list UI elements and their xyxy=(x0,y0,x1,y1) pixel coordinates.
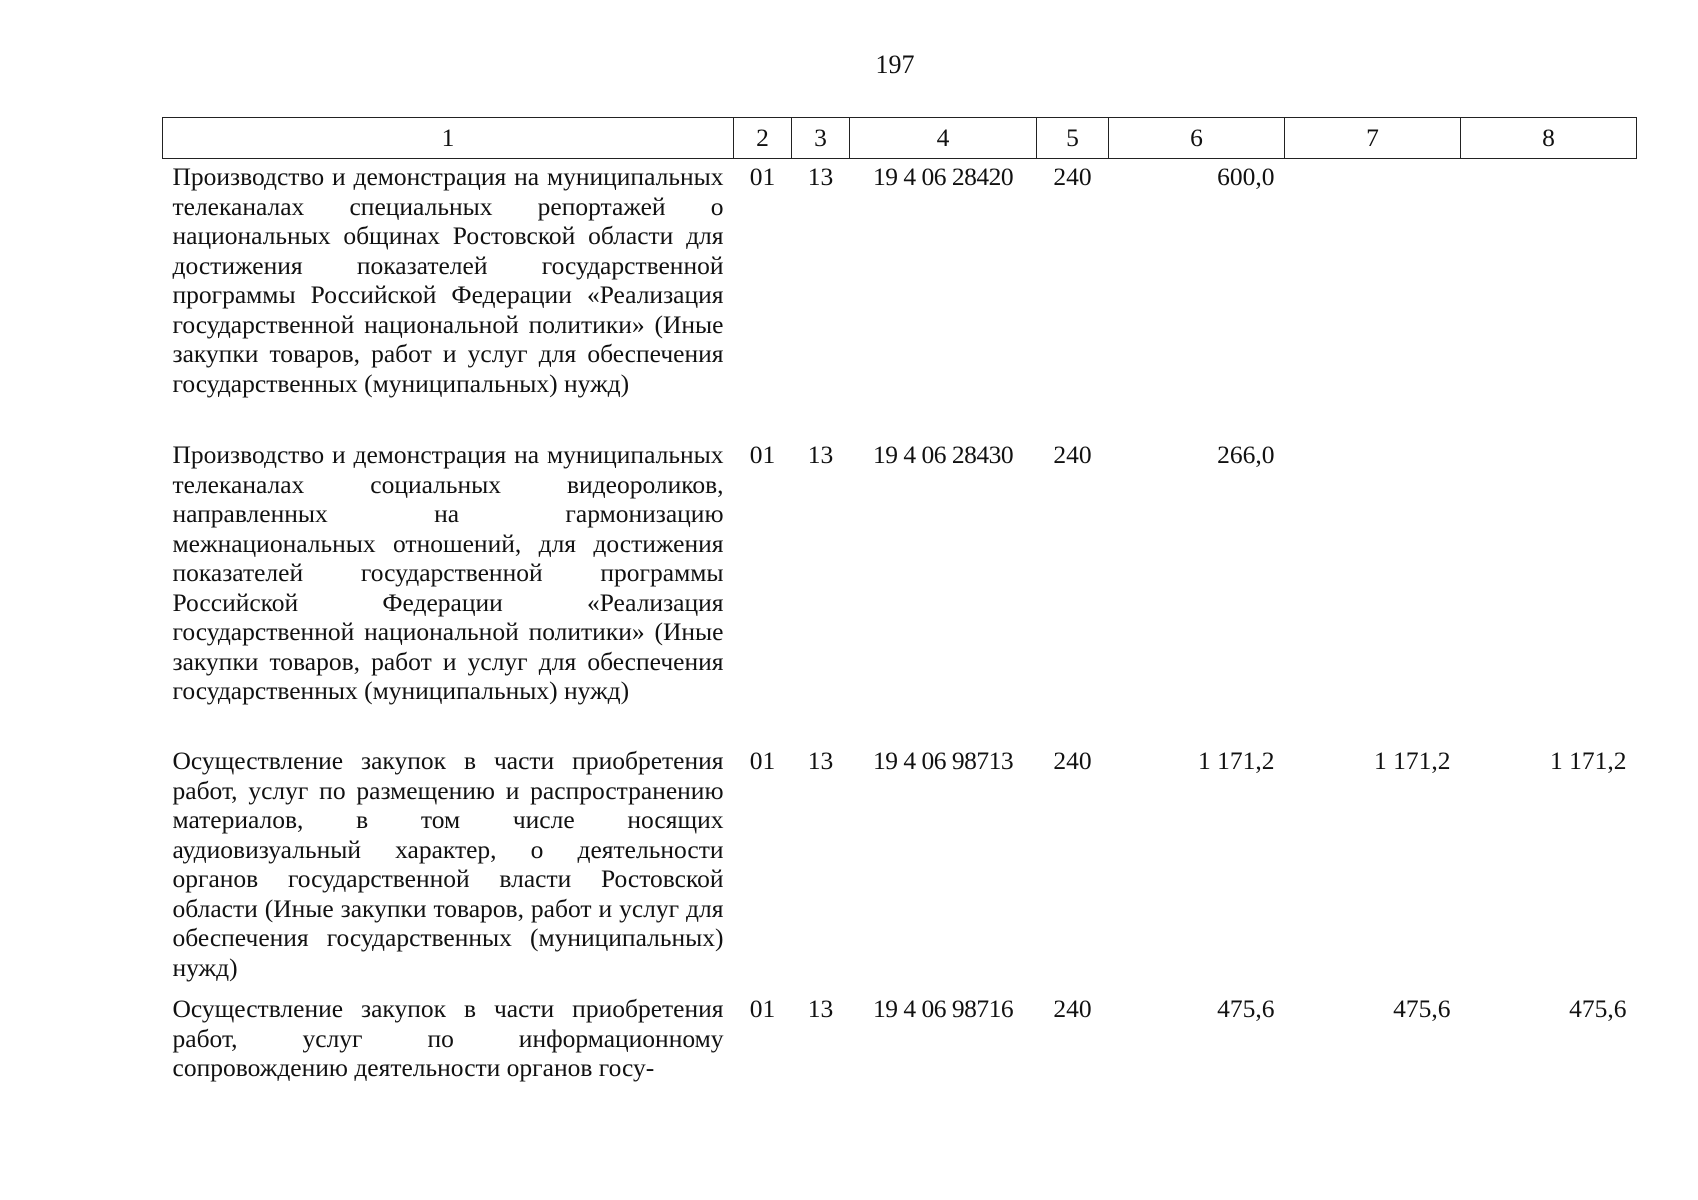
row-description: Производство и демонстрация на муниципальных телеканалах специальных репортажей о национальных общинах Ростовской области для достижения показателей государственной программы Российской Федерации «Реализация государственной национальной политики» (Иные закупки товаров, работ и услуг для обеспечения государственных (муниципальных) нужд) xyxy=(172,162,724,398)
row-target-article: 19 4 06 98713 xyxy=(872,746,1014,775)
row-expense-type: 240 xyxy=(1053,162,1092,191)
row-expense-type: 240 xyxy=(1053,994,1092,1023)
row-description: Производство и демонстрация на муниципальных телеканалах социальных видеороликов, направленных на гармонизацию межнациональных отношений, для достижения показателей государственной программы Российской Федерации «Реализация государственной национальной политики» (Иные закупки товаров, работ и услуг для обеспечения государственных (муниципальных) нужд) xyxy=(172,440,724,705)
row-amount-col-8: 1 171,2 xyxy=(1550,746,1627,775)
row-description: Осуществление закупок в части приобретения работ, услуг по информационному сопровождению деятельности органов госу- xyxy=(172,994,724,1082)
row-amount-col-6: 475,6 xyxy=(1217,994,1275,1023)
table-row xyxy=(163,743,1637,991)
row-amount-col-8: 475,6 xyxy=(1569,994,1627,1023)
row-amount-col-7: 1 171,2 xyxy=(1374,746,1451,775)
header-col-3: 3 xyxy=(792,118,850,159)
header-row xyxy=(163,118,1637,159)
row-expense-type: 240 xyxy=(1053,746,1092,775)
row-amount-col-7 xyxy=(1285,437,1461,743)
header-col-6: 6 xyxy=(1109,118,1285,159)
row-target-article: 19 4 06 28430 xyxy=(872,440,1014,469)
page-number: 197 xyxy=(875,50,915,79)
header-col-8: 8 xyxy=(1461,118,1637,159)
row-amount-col-8 xyxy=(1461,437,1637,743)
row-amount-col-7 xyxy=(1285,159,1461,438)
table-header xyxy=(163,118,1637,159)
row-subsection-code: 13 xyxy=(807,440,834,469)
row-amount-col-6: 600,0 xyxy=(1217,162,1275,191)
header-col-1: 1 xyxy=(163,118,734,159)
row-expense-type: 240 xyxy=(1053,440,1092,469)
row-description: Осуществление закупок в части приобретения работ, услуг по размещению и распространению материалов, в том числе носящих аудиовизуальный характер, о деятельности органов государственной власти Ростовской области (Иные закупки товаров, работ и услуг для обеспечения государственных (муниципальных) нужд) xyxy=(172,746,724,982)
row-section-code: 01 xyxy=(749,746,776,775)
table-body xyxy=(163,159,1637,1085)
header-col-7: 7 xyxy=(1285,118,1461,159)
row-target-article: 19 4 06 98716 xyxy=(872,994,1014,1023)
row-amount-col-7: 475,6 xyxy=(1393,994,1451,1023)
row-section-code: 01 xyxy=(749,440,776,469)
row-amount-col-6: 266,0 xyxy=(1217,440,1275,469)
table-row xyxy=(163,437,1637,743)
budget-table-container xyxy=(162,117,1636,1084)
header-col-2: 2 xyxy=(734,118,792,159)
header-col-4: 4 xyxy=(850,118,1037,159)
row-subsection-code: 13 xyxy=(807,994,834,1023)
table-row xyxy=(163,159,1637,438)
row-section-code: 01 xyxy=(749,994,776,1023)
row-subsection-code: 13 xyxy=(807,162,834,191)
row-amount-col-8 xyxy=(1461,159,1637,438)
budget-table xyxy=(162,117,1637,1084)
table-row xyxy=(163,991,1637,1084)
row-amount-col-6: 1 171,2 xyxy=(1198,746,1275,775)
header-col-5: 5 xyxy=(1037,118,1109,159)
row-target-article: 19 4 06 28420 xyxy=(872,162,1014,191)
row-section-code: 01 xyxy=(749,162,776,191)
row-subsection-code: 13 xyxy=(807,746,834,775)
